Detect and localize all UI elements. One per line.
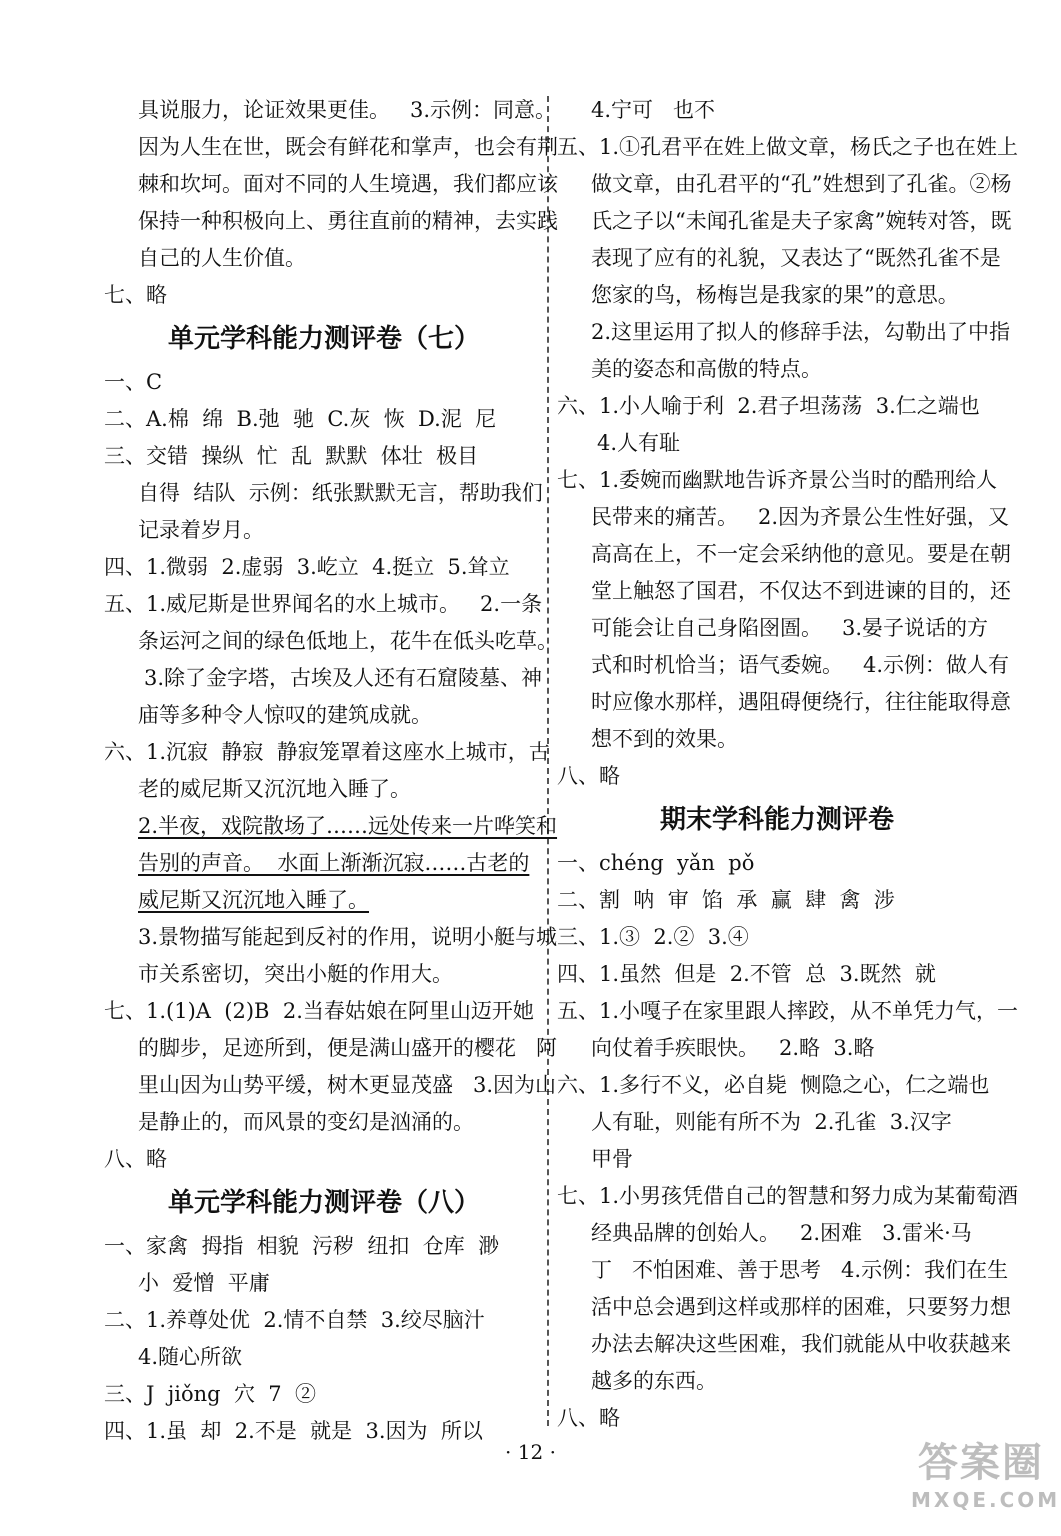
left-column xyxy=(104,92,558,1450)
answer-line: 一、chéng yǎn pǒ xyxy=(557,851,755,875)
watermark-main-text: 答案圈 xyxy=(918,1440,1044,1486)
answer-line: 二、割 呐 审 馅 承 赢 肆 禽 涉 xyxy=(557,888,895,912)
answer-line: 3.除了金字塔，古埃及人还有石窟陵墓、神 xyxy=(144,666,543,690)
answer-line: 五、1.威尼斯是世界闻名的水上城市。 2.一条 xyxy=(104,592,543,616)
answer-line: 时应像水那样，遇阻碍便绕行，往往能取得意 xyxy=(591,690,1011,714)
answer-line: 堂上触怒了国君，不仅达不到进谏的目的，还 xyxy=(591,579,1011,603)
answer-line: 里山因为山势平缓，树木更显茂盛 3.因为山 xyxy=(138,1073,557,1097)
answer-line: 是静止的，而风景的变幻是汹涌的。 xyxy=(138,1110,474,1134)
answer-line: 四、1.微弱 2.虚弱 3.屹立 4.挺立 5.耸立 xyxy=(104,555,510,579)
answer-line: 具说服力，论证效果更佳。 3.示例：同意。 xyxy=(138,98,557,122)
answer-line: 三、交错 操纵 忙 乱 默默 体壮 极目 xyxy=(104,444,479,468)
answer-line: 氏之子以“未闻孔雀是夫子家禽”婉转对答，既 xyxy=(591,209,1012,233)
answer-line: 四、1.虽然 但是 2.不管 总 3.既然 就 xyxy=(557,962,936,986)
answer-line: 条运河之间的绿色低地上，花牛在低头吃草。 xyxy=(138,629,558,653)
answer-line: 4.人有耻 xyxy=(597,431,681,455)
answer-line: 美的姿态和高傲的特点。 xyxy=(591,357,822,381)
answer-line: 告别的声音。 水面上渐渐沉寂……古老的 xyxy=(138,851,530,875)
answer-line: 八、略 xyxy=(104,1147,167,1171)
answer-line: 经典品牌的创始人。 2.困难 3.雷米·马 xyxy=(591,1221,972,1245)
answer-line: 小 爱憎 平庸 xyxy=(138,1271,270,1295)
answer-line: 保持一种积极向上、勇往直前的精神，去实践 xyxy=(138,209,558,233)
answer-line: 六、1.小人喻于利 2.君子坦荡荡 3.仁之端也 xyxy=(557,394,980,418)
answer-line: 甲骨 xyxy=(591,1147,633,1171)
answer-line: 六、1.多行不义，必自毙 恻隐之心，仁之端也 xyxy=(557,1073,990,1097)
answer-line: 三、J jiǒng 穴 7 ② xyxy=(104,1382,317,1406)
answer-line: 向仗着手疾眼快。 2.略 3.略 xyxy=(591,1036,875,1060)
answer-line: 高高在上，不一定会采纳他的意见。要是在朝 xyxy=(591,542,1011,566)
answer-line: 民带来的痛苦。 2.因为齐景公生性好强，又 xyxy=(591,505,1010,529)
answer-line: 3.景物描写能起到反衬的作用，说明小艇与城 xyxy=(138,925,558,949)
answer-line: 2.半夜，戏院散场了……远处传来一片哗笑和 xyxy=(138,814,558,838)
answer-line: 4.宁可 也不 xyxy=(591,98,716,122)
answer-line: 2.这里运用了拟人的修辞手法，勾勒出了中指 xyxy=(591,320,1011,344)
answer-line: 七、略 xyxy=(104,283,167,307)
answer-line: 活中总会遇到这样或那样的困难，只要努力想 xyxy=(591,1295,1011,1319)
answer-line: 因为人生在世，既会有鲜花和掌声，也会有荆 xyxy=(138,135,558,159)
answer-line: 六、1.沉寂 静寂 静寂笼罩着这座水上城市，古 xyxy=(104,740,550,764)
answer-line: 可能会让自己身陷囹圄。 3.晏子说话的方 xyxy=(591,616,989,640)
answer-line: 一、C xyxy=(104,370,163,394)
answer-line: 自己的人生价值。 xyxy=(138,246,306,270)
answer-line: 记录着岁月。 xyxy=(138,518,264,542)
answer-line: 二、A.棉 绵 B.弛 驰 C.灰 恢 D.泥 尼 xyxy=(104,407,497,431)
answer-line: 一、家禽 拇指 相貌 污秽 纽扣 仓库 渺 xyxy=(104,1234,500,1258)
answer-line: 五、1.①孔君平在姓上做文章，杨氏之子也在姓上 xyxy=(557,135,1019,159)
answer-line: 表现了应有的礼貌，又表达了“既然孔雀不是 xyxy=(591,246,1001,270)
answer-line: 丁 不怕困难、善于思考 4.示例：我们在生 xyxy=(591,1258,1009,1282)
answer-line: 七、1.小男孩凭借自己的智慧和努力成为某葡萄酒 xyxy=(557,1184,1019,1208)
right-column xyxy=(557,92,1019,1437)
answer-line: 4.随心所欲 xyxy=(138,1345,243,1369)
answer-line: 八、略 xyxy=(557,1406,620,1430)
answer-line: 您家的鸟，杨梅岂是我家的果”的意思。 xyxy=(591,283,959,307)
watermark-site-text: MXQE.COM xyxy=(911,1488,1061,1512)
answer-line: 自得 结队 示例：纸张默默无言，帮助我们 xyxy=(138,481,543,505)
answer-line: 人有耻，则能有所不为 2.孔雀 3.汉字 xyxy=(591,1110,952,1134)
answer-line: 五、1.小嘎子在家里跟人摔跤，从不单凭力气，一 xyxy=(557,999,1019,1023)
section-heading: 单元学科能力测评卷（七） xyxy=(167,324,480,354)
answer-line: 三、1.③ 2.② 3.④ xyxy=(557,925,749,949)
page-number: · 12 · xyxy=(505,1440,556,1464)
answer-line: 做文章，由孔君平的“孔”姓想到了孔雀。②杨 xyxy=(591,172,1012,196)
answer-line: 威尼斯又沉沉地入睡了。 xyxy=(138,888,369,912)
answer-line: 市关系密切，突出小艇的作用大。 xyxy=(138,962,453,986)
answer-line: 棘和坎坷。面对不同的人生境遇，我们都应该 xyxy=(138,172,558,196)
answer-line: 庙等多种令人惊叹的建筑成就。 xyxy=(138,703,432,727)
answer-line: 想不到的效果。 xyxy=(591,727,738,751)
answer-line: 二、1.养尊处优 2.情不自禁 3.绞尽脑汁 xyxy=(104,1308,485,1332)
section-heading: 期末学科能力测评卷 xyxy=(659,805,894,835)
answer-line: 老的威尼斯又沉沉地入睡了。 xyxy=(138,777,411,801)
answer-line: 办法去解决这些困难，我们就能从中收获越来 xyxy=(591,1332,1011,1356)
answer-line: 越多的东西。 xyxy=(591,1369,717,1393)
watermark-logo xyxy=(911,1438,1061,1528)
answer-line: 八、略 xyxy=(557,764,620,788)
answer-line: 七、1.(1)A (2)B 2.当春姑娘在阿里山迈开她 xyxy=(104,999,534,1023)
answer-line: 四、1.虽 却 2.不是 就是 3.因为 所以 xyxy=(104,1419,483,1443)
answer-line: 式和时机恰当；语气委婉。 4.示例：做人有 xyxy=(591,653,1010,677)
answer-line: 七、1.委婉而幽默地告诉齐景公当时的酷刑给人 xyxy=(557,468,998,492)
answer-line: 的脚步，足迹所到，便是满山盛开的樱花 阿 xyxy=(138,1036,558,1060)
section-heading: 单元学科能力测评卷（八） xyxy=(167,1188,480,1218)
